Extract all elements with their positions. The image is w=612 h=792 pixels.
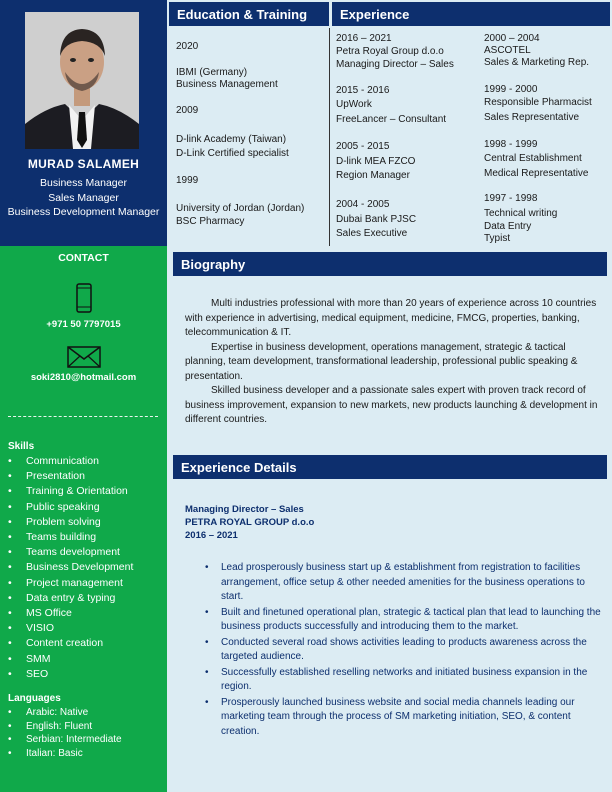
exp-role: FreeLancer – Consultant bbox=[336, 114, 447, 125]
edu-year: 2009 bbox=[176, 105, 199, 116]
skill-item: • Public speaking bbox=[26, 500, 133, 515]
exp-role: Sales Executive bbox=[336, 228, 408, 239]
role-company: PETRA ROYAL GROUP d.o.o bbox=[185, 517, 315, 528]
job-titles bbox=[0, 176, 167, 220]
skill-item: • Business Development bbox=[26, 560, 133, 575]
exp-employer: ASCOTEL bbox=[484, 45, 531, 56]
exp-role: Sales Representative bbox=[484, 112, 580, 123]
profile-panel bbox=[0, 0, 167, 246]
edu-program: BSC Pharmacy bbox=[176, 216, 245, 227]
job-title: Business Manager bbox=[40, 177, 127, 189]
email-address[interactable]: soki2810@hotmail.com bbox=[30, 372, 137, 383]
skill-item: • Teams building bbox=[26, 530, 133, 545]
skill-item: • Data entry & typing bbox=[26, 591, 133, 606]
skills-heading: Skills bbox=[8, 441, 35, 452]
biography-heading: Biography bbox=[173, 252, 607, 276]
role-block bbox=[185, 503, 314, 542]
contact-heading: CONTACT bbox=[58, 252, 109, 264]
exp-employer: Petra Royal Group d.o.o bbox=[336, 46, 444, 57]
exp-period: 2005 - 2015 bbox=[336, 141, 390, 152]
experience-details-heading: Experience Details bbox=[173, 455, 607, 479]
language-item: • Italian: Basic bbox=[26, 747, 122, 761]
edu-program: D-Link Certified specialist bbox=[176, 148, 289, 159]
sidebar bbox=[0, 246, 167, 792]
language-item: • Arabic: Native bbox=[26, 706, 122, 720]
skill-item: • Content creation bbox=[26, 636, 133, 651]
duty-item: • Lead prosperously business start up & establishment from registration to facilities arrangement, office setup & other needed amenities for the business operations to start. bbox=[221, 561, 601, 605]
edu-institution: IBMI (Germany) bbox=[176, 67, 248, 78]
duties-list bbox=[221, 561, 601, 740]
skill-item: • Communication bbox=[26, 454, 133, 469]
edu-program: Business Management bbox=[176, 79, 278, 90]
mail-icon bbox=[67, 346, 101, 373]
role-title: Managing Director – Sales bbox=[185, 504, 304, 515]
skill-item: • Training & Orientation bbox=[26, 484, 133, 499]
exp-role: Typist bbox=[484, 233, 511, 244]
phone-icon bbox=[76, 283, 92, 318]
duty-item: • Successfully established reselling networks and initiated business expansion in the region. bbox=[221, 666, 601, 695]
exp-period: 1999 - 2000 bbox=[484, 84, 538, 95]
skill-item: • Problem solving bbox=[26, 515, 133, 530]
languages-heading: Languages bbox=[8, 693, 61, 704]
edu-year: 2020 bbox=[176, 41, 199, 52]
edu-institution: University of Jordan (Jordan) bbox=[176, 203, 305, 214]
exp-period: 1998 - 1999 bbox=[484, 139, 538, 150]
skills-list bbox=[26, 454, 133, 682]
skill-item: • Project management bbox=[26, 576, 133, 591]
exp-role: Managing Director – Sales bbox=[336, 59, 454, 70]
exp-role: Technical writing bbox=[484, 208, 558, 219]
exp-employer: Central Establishment bbox=[484, 153, 582, 164]
exp-role: Sales & Marketing Rep. bbox=[484, 57, 590, 68]
job-title: Business Development Manager bbox=[7, 206, 160, 218]
exp-role: Medical Representative bbox=[484, 168, 589, 179]
language-item: • English: Fluent bbox=[26, 720, 122, 734]
bio-paragraph: Skilled business developer and a passionate sales expert with proven track record of business improvement, expansion to new markets, new products launching & development in different countries. bbox=[185, 385, 598, 425]
exp-period: 2004 - 2005 bbox=[336, 199, 390, 210]
languages-list bbox=[26, 706, 122, 760]
skill-item: • SMM bbox=[26, 652, 133, 667]
education-heading: Education & Training bbox=[169, 2, 329, 26]
person-name: MURAD SALAMEH bbox=[27, 157, 140, 171]
duty-item: • Prosperously launched business website and social media channels leading our marketing team through the process of SM marketing initiation, SEO, & content creation. bbox=[221, 696, 601, 740]
exp-period: 1997 - 1998 bbox=[484, 193, 538, 204]
duty-item: • Built and finetuned operational plan, strategic & tactical plan that lead to launching the business products successfully and introducing them to the market. bbox=[221, 606, 601, 635]
exp-employer: D-link MEA FZCO bbox=[336, 156, 416, 167]
column-divider bbox=[329, 28, 330, 246]
exp-period: 2016 – 2021 bbox=[336, 33, 392, 44]
exp-employer: Dubai Bank PJSC bbox=[336, 214, 417, 225]
role-period: 2016 – 2021 bbox=[185, 530, 238, 541]
language-item: • Serbian: Intermediate bbox=[26, 733, 122, 747]
bio-paragraph: Expertise in business development, operations management, strategic & tactical planning, team development, transformational leadership, professional public speaking & presentation. bbox=[185, 341, 578, 382]
experience-heading: Experience bbox=[332, 2, 610, 26]
exp-employer: UpWork bbox=[336, 99, 372, 110]
edu-year: 1999 bbox=[176, 175, 199, 186]
bio-paragraph: Multi industries professional with more than 20 years of experience across 10 countries with experience in advertising, medical equipment, medicine, FMCG, properties, banking, telecommunication & IT. bbox=[185, 298, 597, 338]
skill-item: • Presentation bbox=[26, 469, 133, 484]
profile-photo bbox=[25, 12, 139, 149]
skill-item: • Teams development bbox=[26, 545, 133, 560]
duty-item: • Conducted several road shows activities leading to products awareness across the targeted audience. bbox=[221, 636, 601, 665]
skill-item: • VISIO bbox=[26, 621, 133, 636]
phone-number[interactable]: +971 50 7797015 bbox=[46, 319, 121, 330]
exp-role: Region Manager bbox=[336, 170, 410, 181]
job-title: Sales Manager bbox=[48, 191, 119, 204]
exp-employer: Responsible Pharmacist bbox=[484, 97, 592, 108]
biography-text bbox=[185, 297, 605, 428]
skill-item: • SEO bbox=[26, 667, 133, 682]
skill-item: • MS Office bbox=[26, 606, 133, 621]
exp-period: 2015 - 2016 bbox=[336, 85, 390, 96]
divider bbox=[8, 416, 158, 417]
exp-role: Data Entry bbox=[484, 221, 532, 232]
edu-institution: D-link Academy (Taiwan) bbox=[176, 134, 287, 145]
exp-period: 2000 – 2004 bbox=[484, 33, 540, 44]
